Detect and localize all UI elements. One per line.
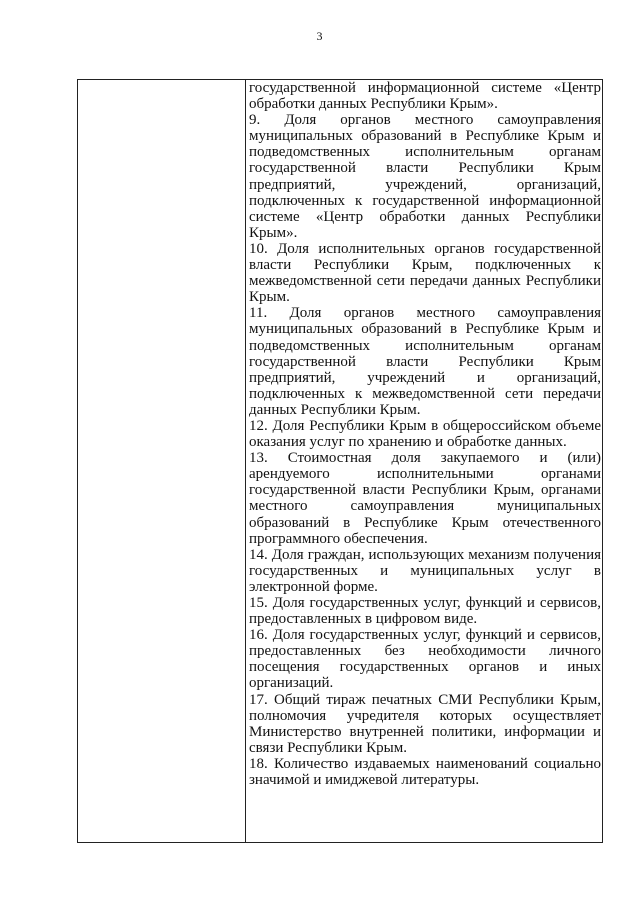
indicator-item-14: 14. Доля граждан, использующих механизм получения государственных и муниципальных услуг в электронной форме. (249, 546, 601, 595)
indicator-item-9: 9. Доля органов местного самоуправления муниципальных образований в Республике Крым и подведомственных исполнительным органам государственной власти Республики Крым предприятий, учреждений, организаций, подключенных к государственной информационной системе «Центр обработки данных Республики Крым». (249, 112, 601, 241)
indicator-item-10: 10. Доля исполнительных органов государственной власти Республики Крым, подключенных к межведомственной сети передачи данных Республики Крым. (249, 240, 601, 306)
indicator-item-17: 17. Общий тираж печатных СМИ Республики Крым, полномочия учредителя которых осуществляет Министерство внутренней политики, информации и связи Республики Крым. (249, 691, 601, 756)
indicators-table (77, 79, 603, 843)
indicator-item-11: 11. Доля органов местного самоуправления муниципальных образований в Республике Крым и подведомственных исполнительным органам государственной власти Республики Крым предприятий, учреждений и организаций, подключенных к межведомственной сети передачи данных Республики Крым. (249, 305, 601, 418)
table-right-column (246, 80, 603, 842)
indicator-item-13: 13. Стоимостная доля закупаемого и (или) арендуемого исполнительными органами государственной власти Республики Крым, органами местного самоуправления муниципальных образований в Республике Крым отечественного программного обеспечения. (249, 450, 601, 547)
indicator-item-18: 18. Количество издаваемых наименований социально значимой и имиджевой литературы. (249, 755, 601, 789)
indicator-item-12: 12. Доля Республики Крым в общероссийском объеме оказания услуг по хранению и обработке данных. (249, 417, 601, 451)
indicator-item-15: 15. Доля государственных услуг, функций и сервисов, предоставленных в цифровом виде. (249, 595, 601, 628)
indicators-list (246, 80, 603, 788)
indicator-continuation: государственной информационной системе «Центр обработки данных Республики Крым». (249, 80, 601, 113)
table-left-column (78, 80, 246, 842)
indicator-item-16: 16. Доля государственных услуг, функций и сервисов, предоставленных без необходимости личного посещения государственных органов и иных организаций. (249, 627, 601, 692)
page-number: 3 (316, 29, 323, 43)
